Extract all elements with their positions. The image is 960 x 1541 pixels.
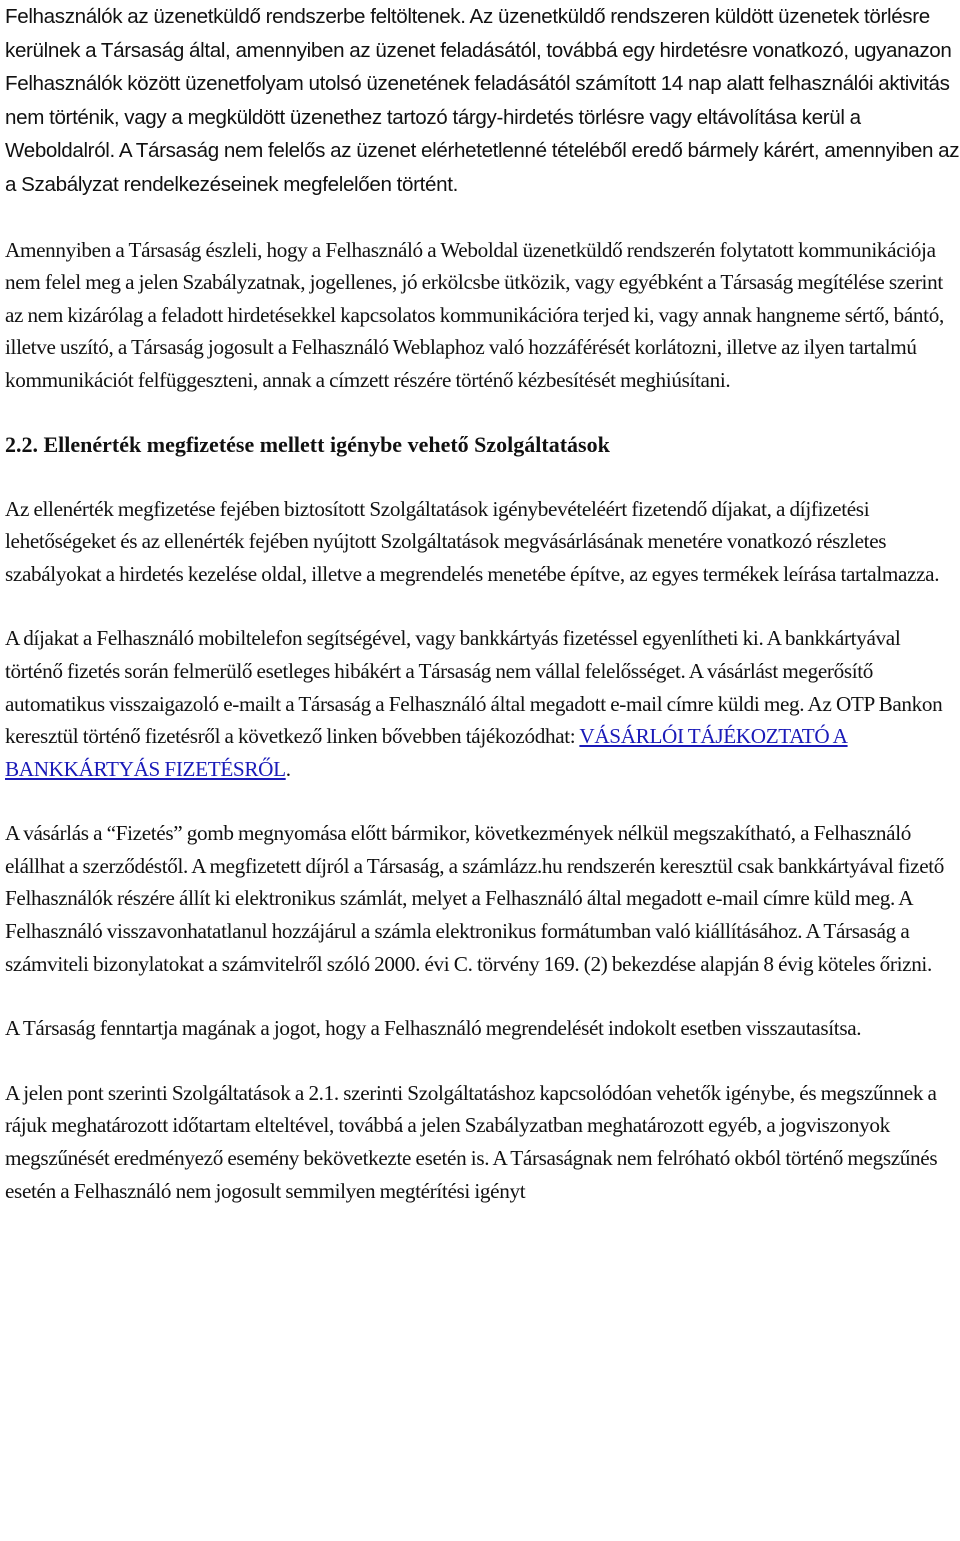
message-deletion-text: Felhasználók az üzenetküldő rendszerbe feltöltenek. Az üzenetküldő rendszeren küldött üzenetek törlésre kerülnek a Társaság által, amennyiben az üzenet feladásától, továbbá egy hirdetésre vonatkozó, ugyanazon Felhasználók között üzenetfolyam utolsó üzenetének feladásától számított 14 nap alatt felhasználói aktivitás nem történik, vagy a megküldött üzenethez tartozó tárgy-hirdetés törlésre vagy eltávolítása kerül a Weboldalról. xyxy=(5,5,952,163)
payment-methods-end: . xyxy=(285,756,291,781)
document-page xyxy=(5,0,960,1207)
paragraph-message-deletion xyxy=(5,0,960,202)
section-heading-paid-services: 2.2. Ellenérték megfizetése mellett igénybe vehető Szolgáltatások xyxy=(5,431,610,457)
paragraph-payment-methods xyxy=(5,622,960,785)
paragraph-fees: Az ellenérték megfizetése fejében biztosított Szolgáltatások igénybevételéért fizetendő díjakat, a díjfizetési lehetőségeket és az ellenérték fejében nyújtott Szolgáltatások megvásárlásának menetére vonatkozó részletes szabályokat a hirdetés kezelése oldal, illetve a megrendelés menetébe építve, az egyes termékek leírása tartalmazza. xyxy=(5,496,940,586)
paragraph-service-termination: A jelen pont szerinti Szolgáltatások a 2.1. szerinti Szolgáltatáshoz kapcsolódóan vehetők igénybe, és megszűnnek a rájuk meghatározott időtartam elteltével, továbbá a jelen Szabályzatban meghatározott egyéb, a jogviszonyok megszűnését eredményező esemény bekövetkezte esetén is. A Társaságnak nem felróható okból történő megszűnés esetén a Felhasználó nem jogosult semmilyen megtérítési igényt xyxy=(5,1080,938,1203)
payment-methods-text: A díjakat a Felhasználó mobiltelefon segítségével, vagy bankkártyás fizetéssel egyenlítheti ki. A bankkártyával történő fizetés során felmerülő esetleges hibákért a Társaság nem vállal felelősséget. A vásárlást megerősítő automatikus visszaigazoló e-mailt a Társaság a Felhasználó által megadott e-mail címre küldi meg. Az OTP Bankon keresztül történő fizetésről a következő linken bővebben tájékozódhat: xyxy=(5,626,943,749)
liability-text: A Társaság nem felelős az üzenet elérhetetlenné tételéből eredő bármely kárért, amennyiben az a Szabályzat rendelkezéseinek megfelelően történt. xyxy=(5,139,960,196)
paragraph-withdrawal-invoice: A vásárlás a “Fizetés” gomb megnyomása előtt bármikor, következmények nélkül megszakítható, a Felhasználó elállhat a szerződéstől. A megfizetett díjról a Társaság, a számlázz.hu rendszerén keresztül csak bankkártyával fizető Felhasználók részére állít ki elektronikus számlát, melyet a Felhasználó által megadott e-mail címre küld meg. A Felhasználó visszavonhatatlanul hozzájárul a számla elektronikus formátumban való kiállításához. A Társaság a számviteli bizonylatokat a számvitelről szóló 2000. évi C. törvény 169. (2) bekezdése alapján 8 évig köteles őrizni. xyxy=(5,821,945,976)
paragraph-order-refusal: A Társaság fenntartja magának a jogot, hogy a Felhasználó megrendelését indokolt esetben visszautasítsa. xyxy=(5,1016,862,1041)
card-payment-info-link[interactable]: VÁSÁRLÓI TÁJÉKOZTATÓ A BANKKÁRTYÁS FIZETÉSRŐL xyxy=(5,724,848,781)
paragraph-communication-restriction: Amennyiben a Társaság észleli, hogy a Felhasználó a Weboldal üzenetküldő rendszerén folytatott kommunikációja nem felel meg a jelen Szabályzatnak, jogellenes, jó erkölcsbe ütközik, vagy egyébként a Társaság megítélése szerint az nem kizárólag a feladott hirdetésekkel kapcsolatos kommunikációra terjed ki, vagy annak hangneme sértő, bántó, illetve uszító, a Társaság jogosult a Felhasználó Weblaphoz való hozzáférését korlátozni, illetve az ilyen tartalmú kommunikációt felfüggeszteni, annak a címzett részére történő kézbesítését meghiúsítani. xyxy=(5,237,944,392)
